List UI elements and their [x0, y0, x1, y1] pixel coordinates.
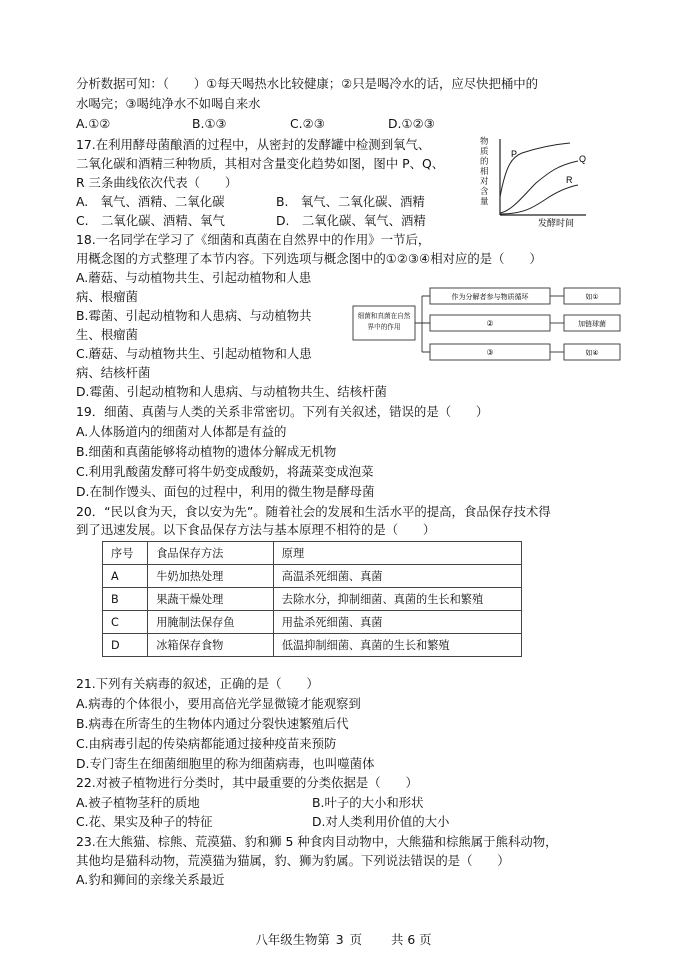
- x-axis-label: 发酵时间: [538, 219, 575, 227]
- q17-graph-svg: [478, 135, 590, 227]
- q22-option-a: A.被子植物茎秆的质地: [76, 795, 200, 810]
- q17-line2: 二氧化碳和酒精三种物质，其相对含量变化趋势如图，图中 P、Q、: [76, 156, 445, 171]
- q19-option-d: D.在制作馒头、面包的过程中，利用的微生物是酵母菌: [76, 484, 375, 499]
- footer-page-number: 3: [335, 932, 344, 947]
- q19-stem: 19．细菌、真菌与人类的关系非常密切。下列有关叙述，错误的是（ ）: [76, 404, 489, 419]
- map-root: 细菌和真菌在自然界中的作用: [357, 312, 411, 331]
- q16-option-c: C.②③: [290, 116, 325, 131]
- label-q: Q: [579, 154, 587, 164]
- q16-option-b: B.①③: [192, 116, 227, 131]
- table-cell: 牛奶加热处理: [148, 565, 274, 588]
- q17-option-c: C. 二氧化碳、酒精、氧气: [76, 213, 225, 228]
- table-row: [103, 634, 522, 657]
- q18-concept-map: [352, 286, 624, 362]
- map-branch-3: ③: [486, 348, 494, 357]
- table-cell: 去除水分，抑制细菌、真菌的生长和繁殖: [273, 588, 521, 611]
- map-leaf-3: 如④: [585, 349, 599, 357]
- q21-option-b: B.病毒在所寄生的生物体内通过分裂快速繁殖后代: [76, 716, 349, 731]
- table-header-row: [103, 542, 522, 565]
- curve-q: [500, 161, 578, 213]
- q21-stem: 21.下列有关病毒的叙述，正确的是（ ）: [76, 676, 319, 691]
- table-cell: 用盐杀死细菌、真菌: [273, 611, 521, 634]
- map-leaf-2: 加链球菌: [578, 320, 606, 328]
- q18-option-d: D.霉菌、引起动植物和人患病、与动植物共生、结核杆菌: [76, 384, 387, 399]
- q17-option-a: A. 氧气、酒精、二氧化碳: [76, 194, 225, 209]
- q20-line2: 到了迅速发展。以下食品保存方法与基本原理不相符的是（ ）: [76, 522, 436, 537]
- q21-option-a: A.病毒的个体很小，要用高倍光学显微镜才能观察到: [76, 696, 361, 711]
- table-cell: 低温抑制细菌、真菌的生长和繁殖: [273, 634, 521, 657]
- table-cell: C: [103, 611, 148, 634]
- q18-option-b-line1: B.霉菌、引起动植物和人患病、与动植物共: [76, 308, 312, 323]
- q17-line1: 17.在利用酵母菌酿酒的过程中，从密封的发酵罐中检测到氧气、: [76, 137, 431, 152]
- q17-option-b: B. 氧气、二氧化碳、酒精: [276, 194, 425, 209]
- table-header-cell: 食品保存方法: [148, 542, 274, 565]
- q19-option-c: C.利用乳酸菌发酵可将牛奶变成酸奶，将蔬菜变成泡菜: [76, 464, 374, 479]
- q19-option-b: B.细菌和真菌能够将动植物的遗体分解成无机物: [76, 444, 337, 459]
- q22-option-b: B.叶子的大小和形状: [312, 795, 424, 810]
- table-cell: D: [103, 634, 148, 657]
- q23-line2: 其他均是猫科动物，荒漠猫为猫属，豹、狮为豹属。下列说法错误的是（ ）: [76, 853, 510, 868]
- map-branch-2: ②: [486, 319, 494, 328]
- table-header-cell: 序号: [103, 542, 148, 565]
- q22-option-d: D.对人类利用价值的大小: [312, 814, 450, 829]
- footer-subject: 八年级生物第: [255, 932, 330, 947]
- q18-option-c-line2: 病、结核杆菌: [76, 365, 151, 380]
- q16-line2: 水喝完；③喝纯净水不如喝自来水: [76, 96, 261, 111]
- footer-total-pages: 共 6 页: [391, 932, 432, 947]
- curve-r: [500, 185, 578, 214]
- table-cell: 冰箱保存食物: [148, 634, 274, 657]
- table-cell: B: [103, 588, 148, 611]
- y-axis-label: 物质的相对含量: [480, 137, 489, 207]
- q21-option-c: C.由病毒引起的传染病都能通过接种疫苗来预防: [76, 736, 337, 751]
- q16-option-a: A.①②: [76, 116, 111, 131]
- q18-line1: 18.一名同学在学习了《细菌和真菌在自然界中的作用》一节后，: [76, 232, 431, 247]
- q18-option-a-line2: 病、根瘤菌: [76, 289, 138, 304]
- q16-line1: 分析数据可知：（ ）①每天喝热水比较健康；②只是喝冷水的话，应尽快把桶中的: [76, 76, 539, 91]
- page-footer: [0, 930, 687, 948]
- q17-graph: [478, 135, 590, 227]
- q16-option-d: D.①②③: [388, 116, 435, 131]
- q18-option-b-line2: 生、根瘤菌: [76, 327, 138, 342]
- q18-line2: 用概念图的方式整理了本节内容。下列选项与概念图中的①②③④相对应的是（ ）: [76, 251, 542, 266]
- table-cell: 高温杀死细菌、真菌: [273, 565, 521, 588]
- table-cell: A: [103, 565, 148, 588]
- q19-option-a: A.人体肠道内的细菌对人体都是有益的: [76, 424, 287, 439]
- q18-option-a-line1: A.蘑菇、与动植物共生、引起动植物和人患: [76, 270, 312, 285]
- map-branch-1: 作为分解者参与物质循环: [451, 293, 529, 301]
- table-header-cell: 原理: [273, 542, 521, 565]
- table-row: [103, 611, 522, 634]
- table-cell: 果蔬干燥处理: [148, 588, 274, 611]
- map-root-connector: [415, 296, 430, 352]
- table-row: [103, 565, 522, 588]
- q20-table: [102, 541, 522, 657]
- map-leaf-1: 如①: [585, 293, 599, 301]
- label-r: R: [566, 175, 573, 185]
- q18-option-c-line1: C.蘑菇、与动植物共生、引起动植物和人患: [76, 346, 312, 361]
- q23-option-a: A.豹和狮间的亲缘关系最近: [76, 872, 225, 887]
- q20-line1: 20．“民以食为天，食以安为先”。随着社会的发展和生活水平的提高，食品保存技术得: [76, 504, 551, 519]
- footer-page-suffix: 页: [349, 932, 363, 947]
- q17-option-d: D. 二氧化碳、氧气、酒精: [276, 213, 426, 228]
- q17-line3: R 三条曲线依次代表（ ）: [76, 175, 238, 190]
- q21-option-d: D.专门寄生在细菌细胞里的称为细菌病毒，也叫噬菌体: [76, 756, 375, 771]
- table-cell: 用腌制法保存鱼: [148, 611, 274, 634]
- q22-option-c: C.花、果实及种子的特征: [76, 814, 213, 829]
- q23-line1: 23.在大熊猫、棕熊、荒漠猫、豹和狮 5 种食肉目动物中，大熊猫和棕熊属于熊科动物，: [76, 834, 558, 849]
- table-row: [103, 588, 522, 611]
- label-p: P: [511, 149, 518, 159]
- q22-stem: 22.对被子植物进行分类时，其中最重要的分类依据是（ ）: [76, 775, 418, 790]
